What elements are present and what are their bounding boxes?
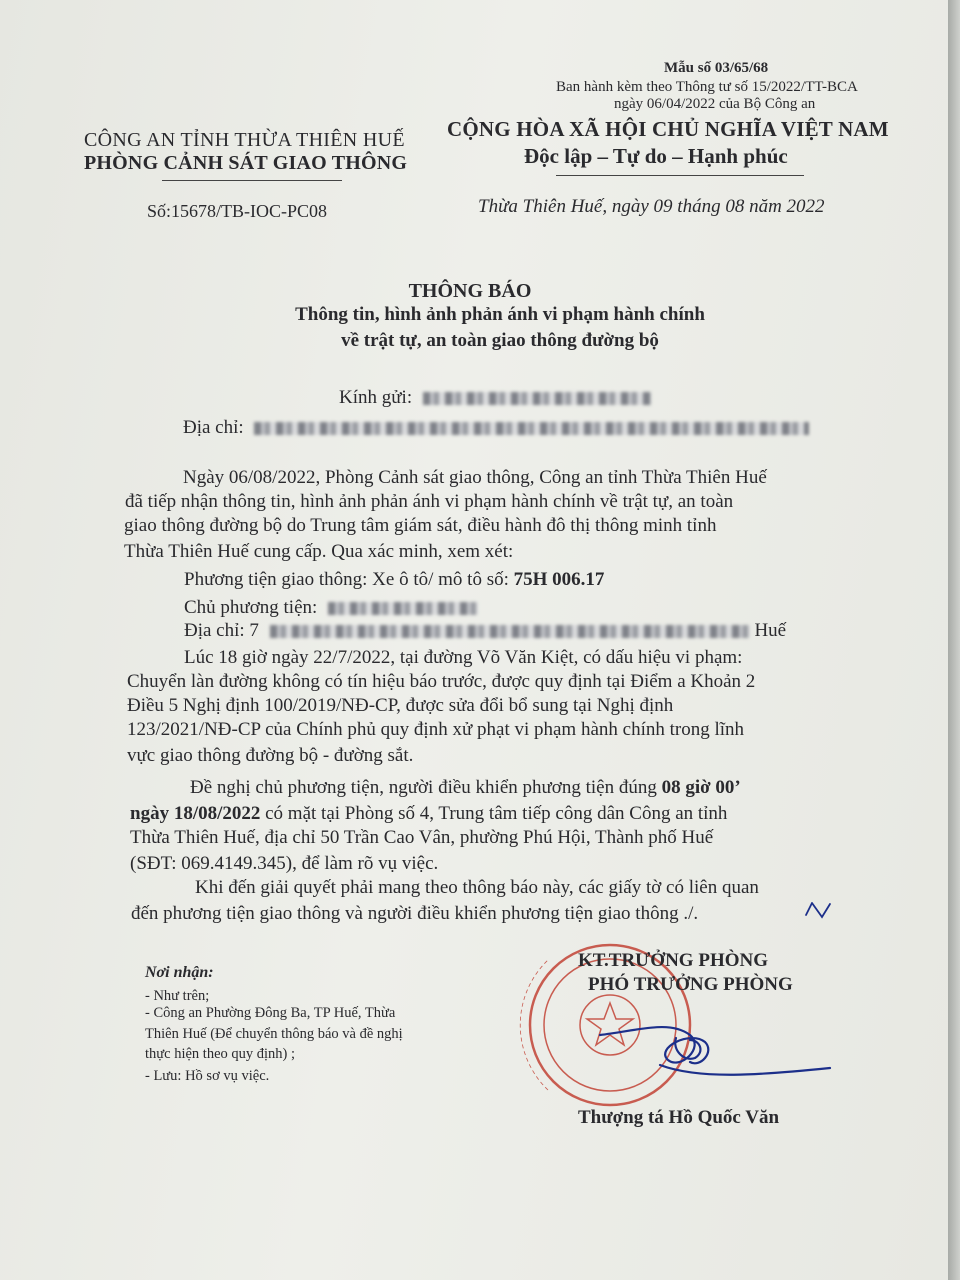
recipients-label: Nơi nhận: xyxy=(145,964,214,981)
body-line: (SĐT: 069.4149.345), để làm rõ vụ việc. xyxy=(130,853,439,874)
form-number: Mẫu số 03/65/68 xyxy=(664,60,769,76)
document-title: THÔNG BÁO xyxy=(408,280,532,302)
signer-title-1: KT.TRƯỞNG PHÒNG xyxy=(578,950,768,971)
place-date: Thừa Thiên Huế, ngày 09 tháng 08 năm 2022 xyxy=(478,196,825,217)
appointment-text: Đề nghị chủ phương tiện, người điều khiển phương tiện đúng xyxy=(190,777,662,798)
appointment-date: ngày 18/08/2022 xyxy=(130,803,261,824)
department-name: PHÒNG CẢNH SÁT GIAO THÔNG xyxy=(84,152,408,174)
document-number: Số:15678/TB-IOC-PC08 xyxy=(147,201,328,221)
address-label: Địa chỉ: xyxy=(183,417,244,438)
recipients-item: - Như trên; xyxy=(145,988,210,1004)
document-subtitle-2: về trật tự, an toàn giao thông đường bộ xyxy=(341,330,659,351)
recipients-item: - Lưu: Hồ sơ vụ việc. xyxy=(145,1068,270,1084)
body-line: Thừa Thiên Huế, địa chỉ 50 Trần Cao Vân, phường Phú Hội, Thành phố Huế xyxy=(130,827,714,848)
owner-label: Chủ phương tiện: xyxy=(184,597,318,618)
recipients-item: - Công an Phường Đông Ba, TP Huế, Thừa xyxy=(145,1005,396,1021)
body-line: đã tiếp nhận thông tin, hình ảnh phản ánh vi phạm hành chính về trật tự, an toàn xyxy=(125,491,734,512)
body-line: Chuyển làn đường không có tín hiệu báo trước, được quy định tại Điểm a Khoản 2 xyxy=(127,671,756,692)
recipients-item: Thiên Huế (Để chuyển thông báo và đề nghị xyxy=(145,1026,403,1042)
kinh-gui-label: Kính gửi: xyxy=(339,387,413,408)
appointment-time: 08 giờ 00’ xyxy=(661,777,741,798)
owner-address-label: Địa chỉ: 7 xyxy=(184,620,259,641)
vehicle-label: Phương tiện giao thông: Xe ô tô/ mô tô số: xyxy=(184,569,509,590)
closing-mark: ./. xyxy=(683,903,699,924)
owner-address-tail: Huế xyxy=(754,620,787,641)
issued-with-note: Ban hành kèm theo Thông tư số 15/2022/TT-BCA xyxy=(556,79,858,95)
body-line: Thừa Thiên Huế cung cấp. Qua xác minh, xem xét: xyxy=(124,541,514,562)
plate-number: 75H 006.17 xyxy=(513,569,605,590)
body-line: giao thông đường bộ do Trung tâm giám sát, điều hành đô thị thông minh tỉnh xyxy=(124,515,717,536)
body-line: Ngày 06/08/2022, Phòng Cảnh sát giao thông, Công an tỉnh Thừa Thiên Huế xyxy=(183,467,767,488)
desk-edge xyxy=(948,0,960,1280)
signer-title-2: PHÓ TRƯỞNG PHÒNG xyxy=(588,974,793,995)
recipients-item: thực hiện theo quy định) ; xyxy=(145,1046,296,1062)
issued-date-note: ngày 06/04/2022 của Bộ Công an xyxy=(614,96,816,112)
national-motto: Độc lập – Tự do – Hạnh phúc xyxy=(524,144,788,168)
national-title: CỘNG HÒA XÃ HỘI CHỦ NGHĨA VIỆT NAM xyxy=(447,117,889,141)
body-line: 123/2021/NĐ-CP của Chính phủ quy định xử phạt vi phạm hành chính trong lĩnh xyxy=(127,719,745,740)
signer-name: Thượng tá Hồ Quốc Văn xyxy=(578,1107,780,1128)
body-line: vực giao thông đường bộ - đường sắt. xyxy=(127,745,414,766)
document-subtitle-1: Thông tin, hình ảnh phản ánh vi phạm hành chính xyxy=(295,304,705,325)
body-line: Khi đến giải quyết phải mang theo thông báo này, các giấy tờ có liên quan xyxy=(195,877,759,898)
appointment-place: có mặt tại Phòng số 4, Trung tâm tiếp công dân Công an tỉnh xyxy=(260,803,728,824)
closing-text: đến phương tiện giao thông và người điều khiển phương tiện giao thông xyxy=(131,903,679,924)
body-line: Lúc 18 giờ ngày 22/7/2022, tại đường Võ Văn Kiệt, có dấu hiệu vi phạm: xyxy=(184,647,743,668)
body-line: Điều 5 Nghị định 100/2019/NĐ-CP, được sửa đổi bổ sung tại Nghị định xyxy=(127,695,674,716)
agency-name: CÔNG AN TỈNH THỪA THIÊN HUẾ xyxy=(84,129,405,151)
